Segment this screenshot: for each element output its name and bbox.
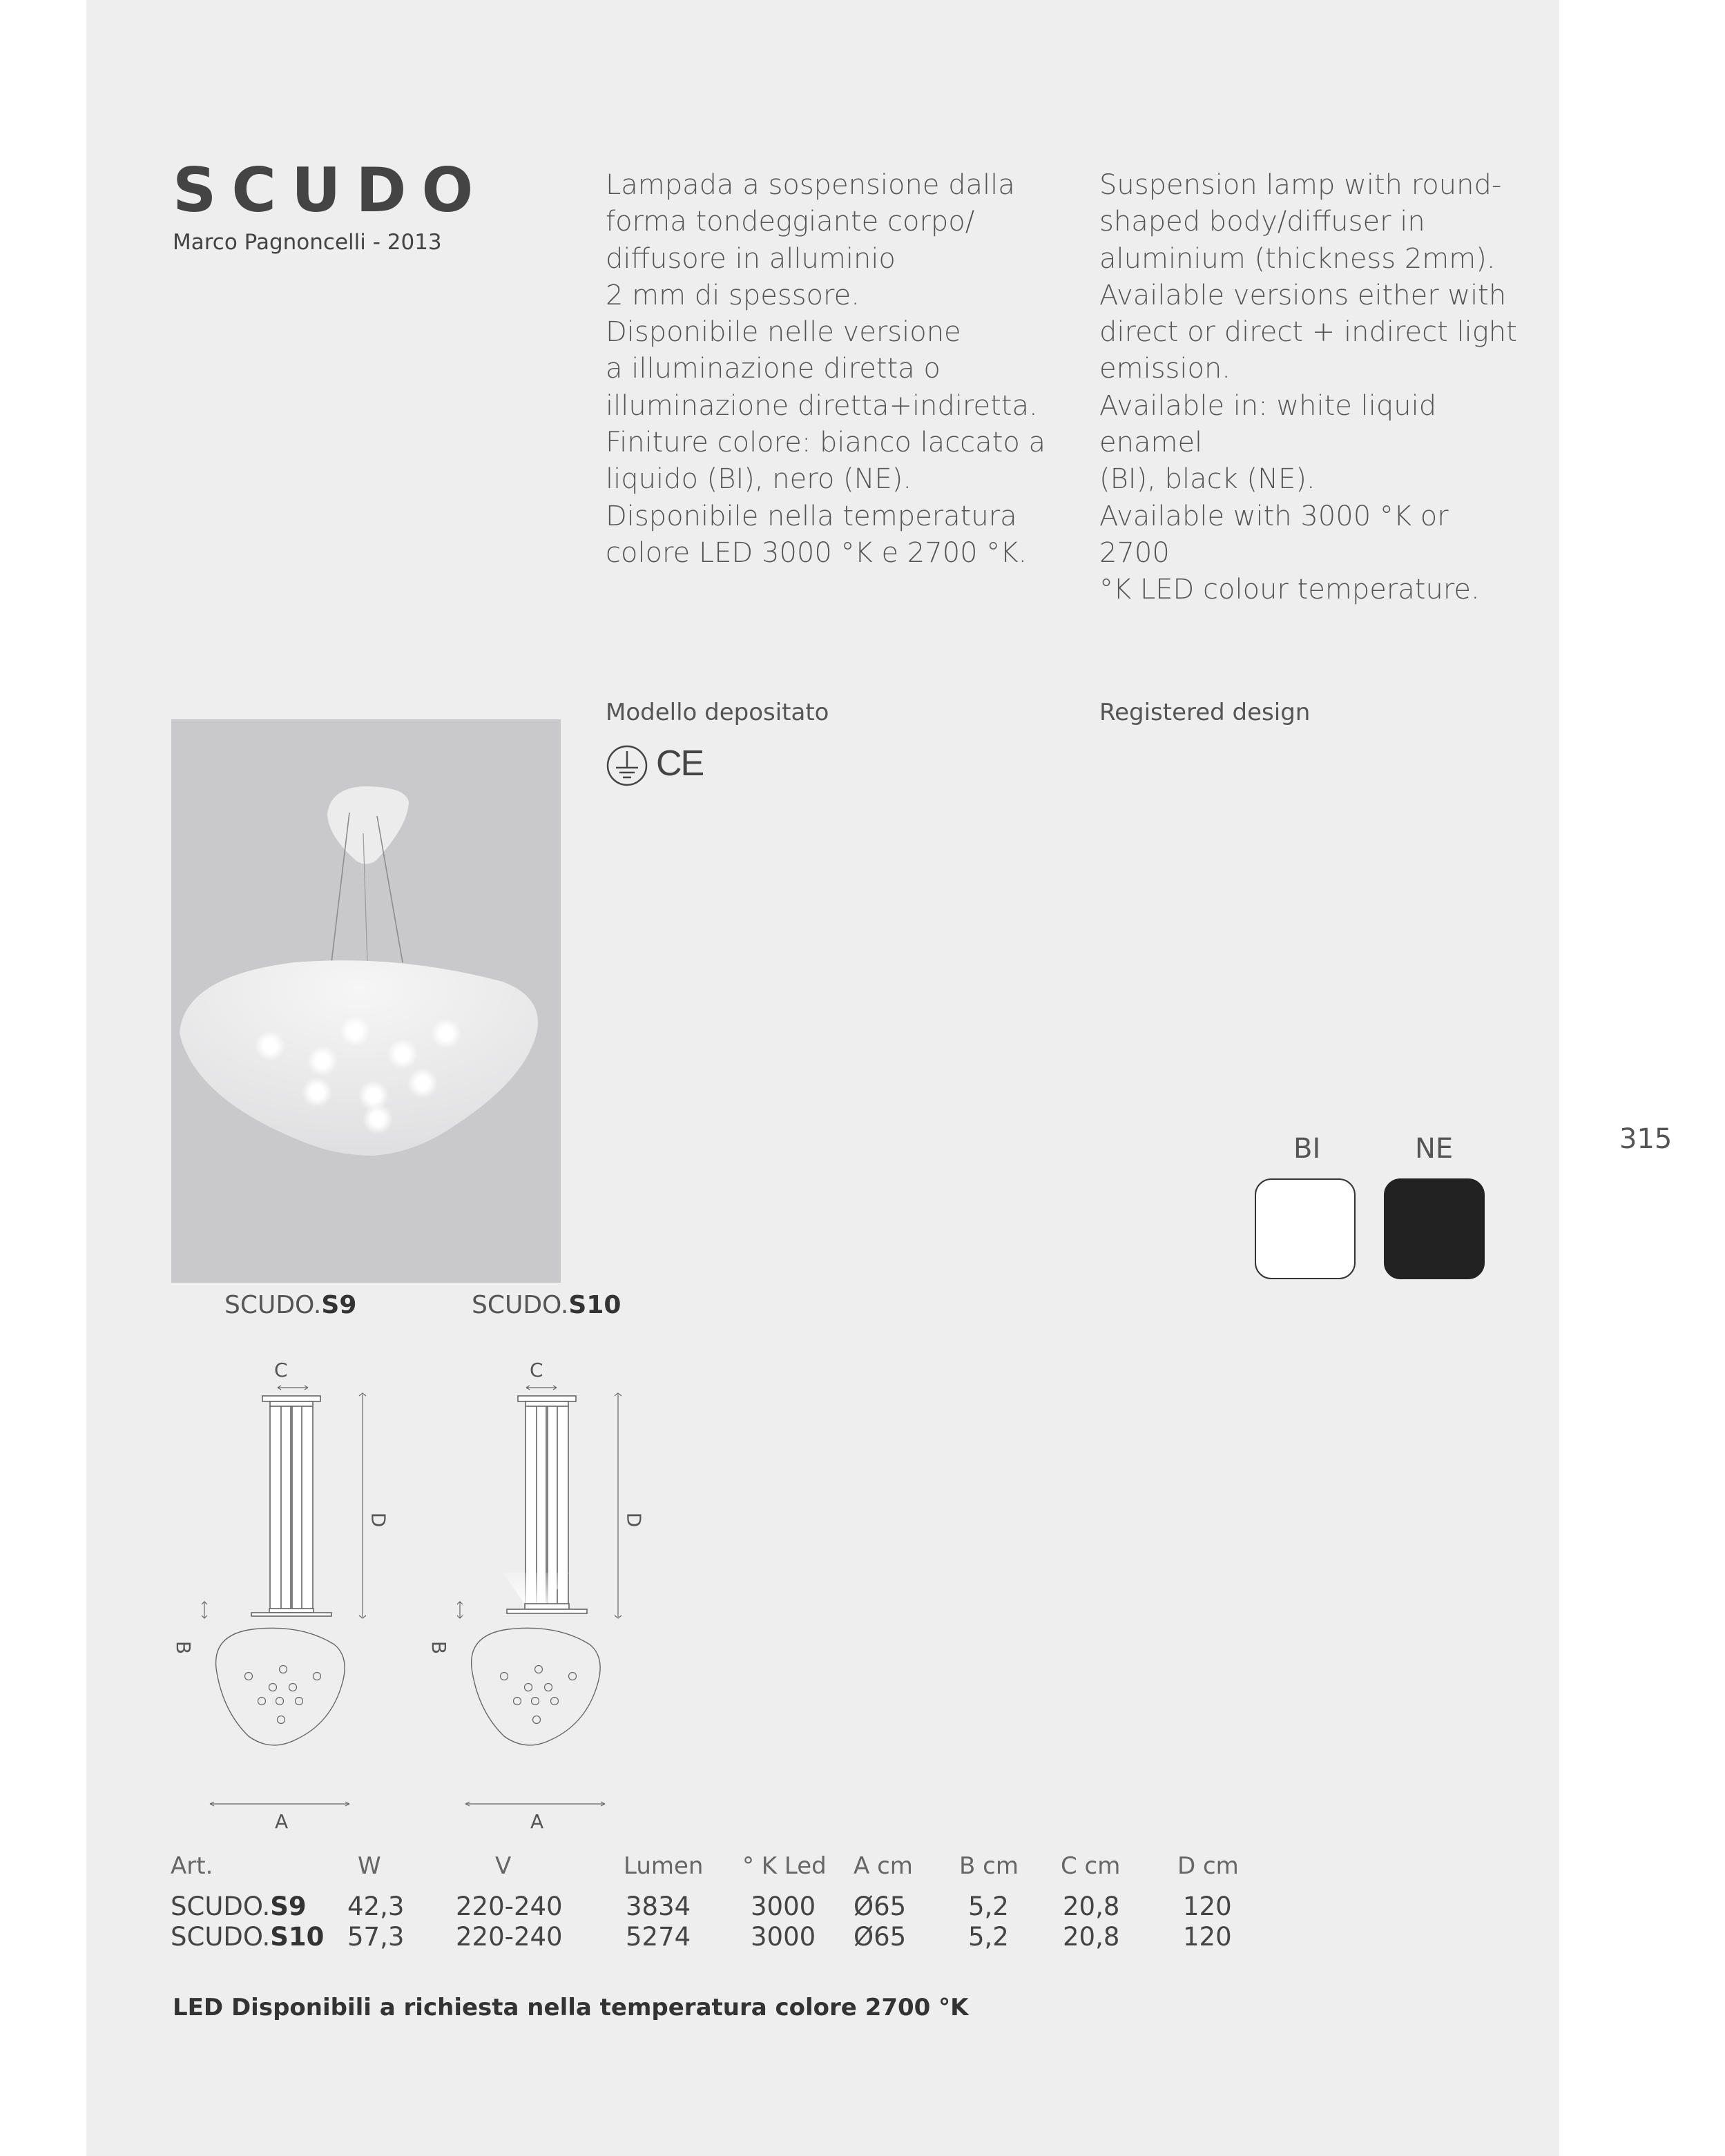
finish-label-bi: BI — [1293, 1133, 1321, 1165]
table-header-b: B cm — [959, 1852, 1019, 1880]
variant-label-s10: SCUDO.S10 — [472, 1291, 621, 1319]
ground-symbol-icon — [606, 744, 648, 790]
table-header-w: W — [358, 1852, 381, 1880]
led-availability-note: LED Disponibili a richiesta nella temperatura colore 2700 °K — [173, 1994, 969, 2021]
finish-swatch-black — [1384, 1178, 1485, 1279]
table-cell-d: 120 — [1183, 1892, 1232, 1921]
dim-label-b: B — [172, 1640, 195, 1655]
technical-drawing-s9 — [166, 1353, 401, 1846]
table-cell-v: 220-240 — [456, 1922, 563, 1952]
table-cell-w: 42,3 — [347, 1892, 405, 1921]
table-cell-b: 5,2 — [968, 1892, 1009, 1921]
dim-label-b: B — [427, 1640, 451, 1655]
table-cell-a: Ø65 — [854, 1892, 907, 1921]
registered-design-english: Registered design — [1099, 699, 1311, 726]
table-cell-a: Ø65 — [854, 1922, 907, 1952]
table-cell-c: 20,8 — [1063, 1892, 1120, 1921]
description-italian: Lampada a sospensione dalla forma tondeggiante corpo/ diffusore in alluminio 2 mm di spessore. Disponibile nelle versione a illuminazione diretta o illuminazione diretta+indiretta. Finiture colore: bianco laccato a liquido (BI), nero (NE). Disponibile nella temperatura colore LED 3000 °K e 2700 °K. — [606, 169, 1046, 569]
dim-label-d: D — [622, 1512, 646, 1528]
table-cell-b: 5,2 — [968, 1922, 1009, 1952]
table-cell-lumen: 5274 — [626, 1922, 691, 1952]
table-row: SCUDO.S10 — [171, 1922, 325, 1952]
registered-design-italian: Modello depositato — [606, 699, 829, 726]
table-cell-k: 3000 — [751, 1922, 816, 1952]
table-header-lumen: Lumen — [624, 1852, 704, 1880]
table-cell-k: 3000 — [751, 1892, 816, 1921]
technical-drawing-s10 — [421, 1353, 656, 1846]
page-number: 315 — [1619, 1123, 1673, 1155]
finish-swatch-white — [1255, 1178, 1356, 1279]
dim-label-a: A — [530, 1810, 544, 1833]
table-header-v: V — [495, 1852, 512, 1880]
table-cell-w: 57,3 — [347, 1922, 405, 1952]
table-header-k-led: ° K Led — [742, 1852, 827, 1880]
description-english: Suspension lamp with round- shaped body/diffuser in aluminium (thickness 2mm). Available versions either with direct or direct + indirect light emission. Available in: white liquid enamel (BI), black (NE). Available with 3000 °K or 2700 °K LED colour temperature. — [1099, 169, 1517, 606]
table-header-d: D cm — [1177, 1852, 1239, 1880]
product-designer: Marco Pagnoncelli - 2013 — [173, 230, 442, 255]
table-cell-d: 120 — [1183, 1922, 1232, 1952]
dim-label-c: C — [530, 1359, 543, 1381]
table-header-c: C cm — [1061, 1852, 1121, 1880]
finish-label-ne: NE — [1415, 1133, 1454, 1165]
table-cell-v: 220-240 — [456, 1892, 563, 1921]
dim-label-d: D — [367, 1512, 390, 1528]
table-header-a: A cm — [854, 1852, 913, 1880]
table-row: SCUDO.S9 — [171, 1892, 307, 1921]
dim-label-a: A — [275, 1810, 289, 1833]
ce-mark: CE — [656, 744, 704, 784]
dim-label-c: C — [274, 1359, 288, 1381]
table-header-art: Art. — [171, 1852, 213, 1880]
product-title: SCUDO — [173, 155, 489, 226]
variant-label-s9: SCUDO.S9 — [224, 1291, 357, 1319]
table-cell-lumen: 3834 — [626, 1892, 691, 1921]
product-photo — [171, 719, 561, 1283]
table-cell-c: 20,8 — [1063, 1922, 1120, 1952]
